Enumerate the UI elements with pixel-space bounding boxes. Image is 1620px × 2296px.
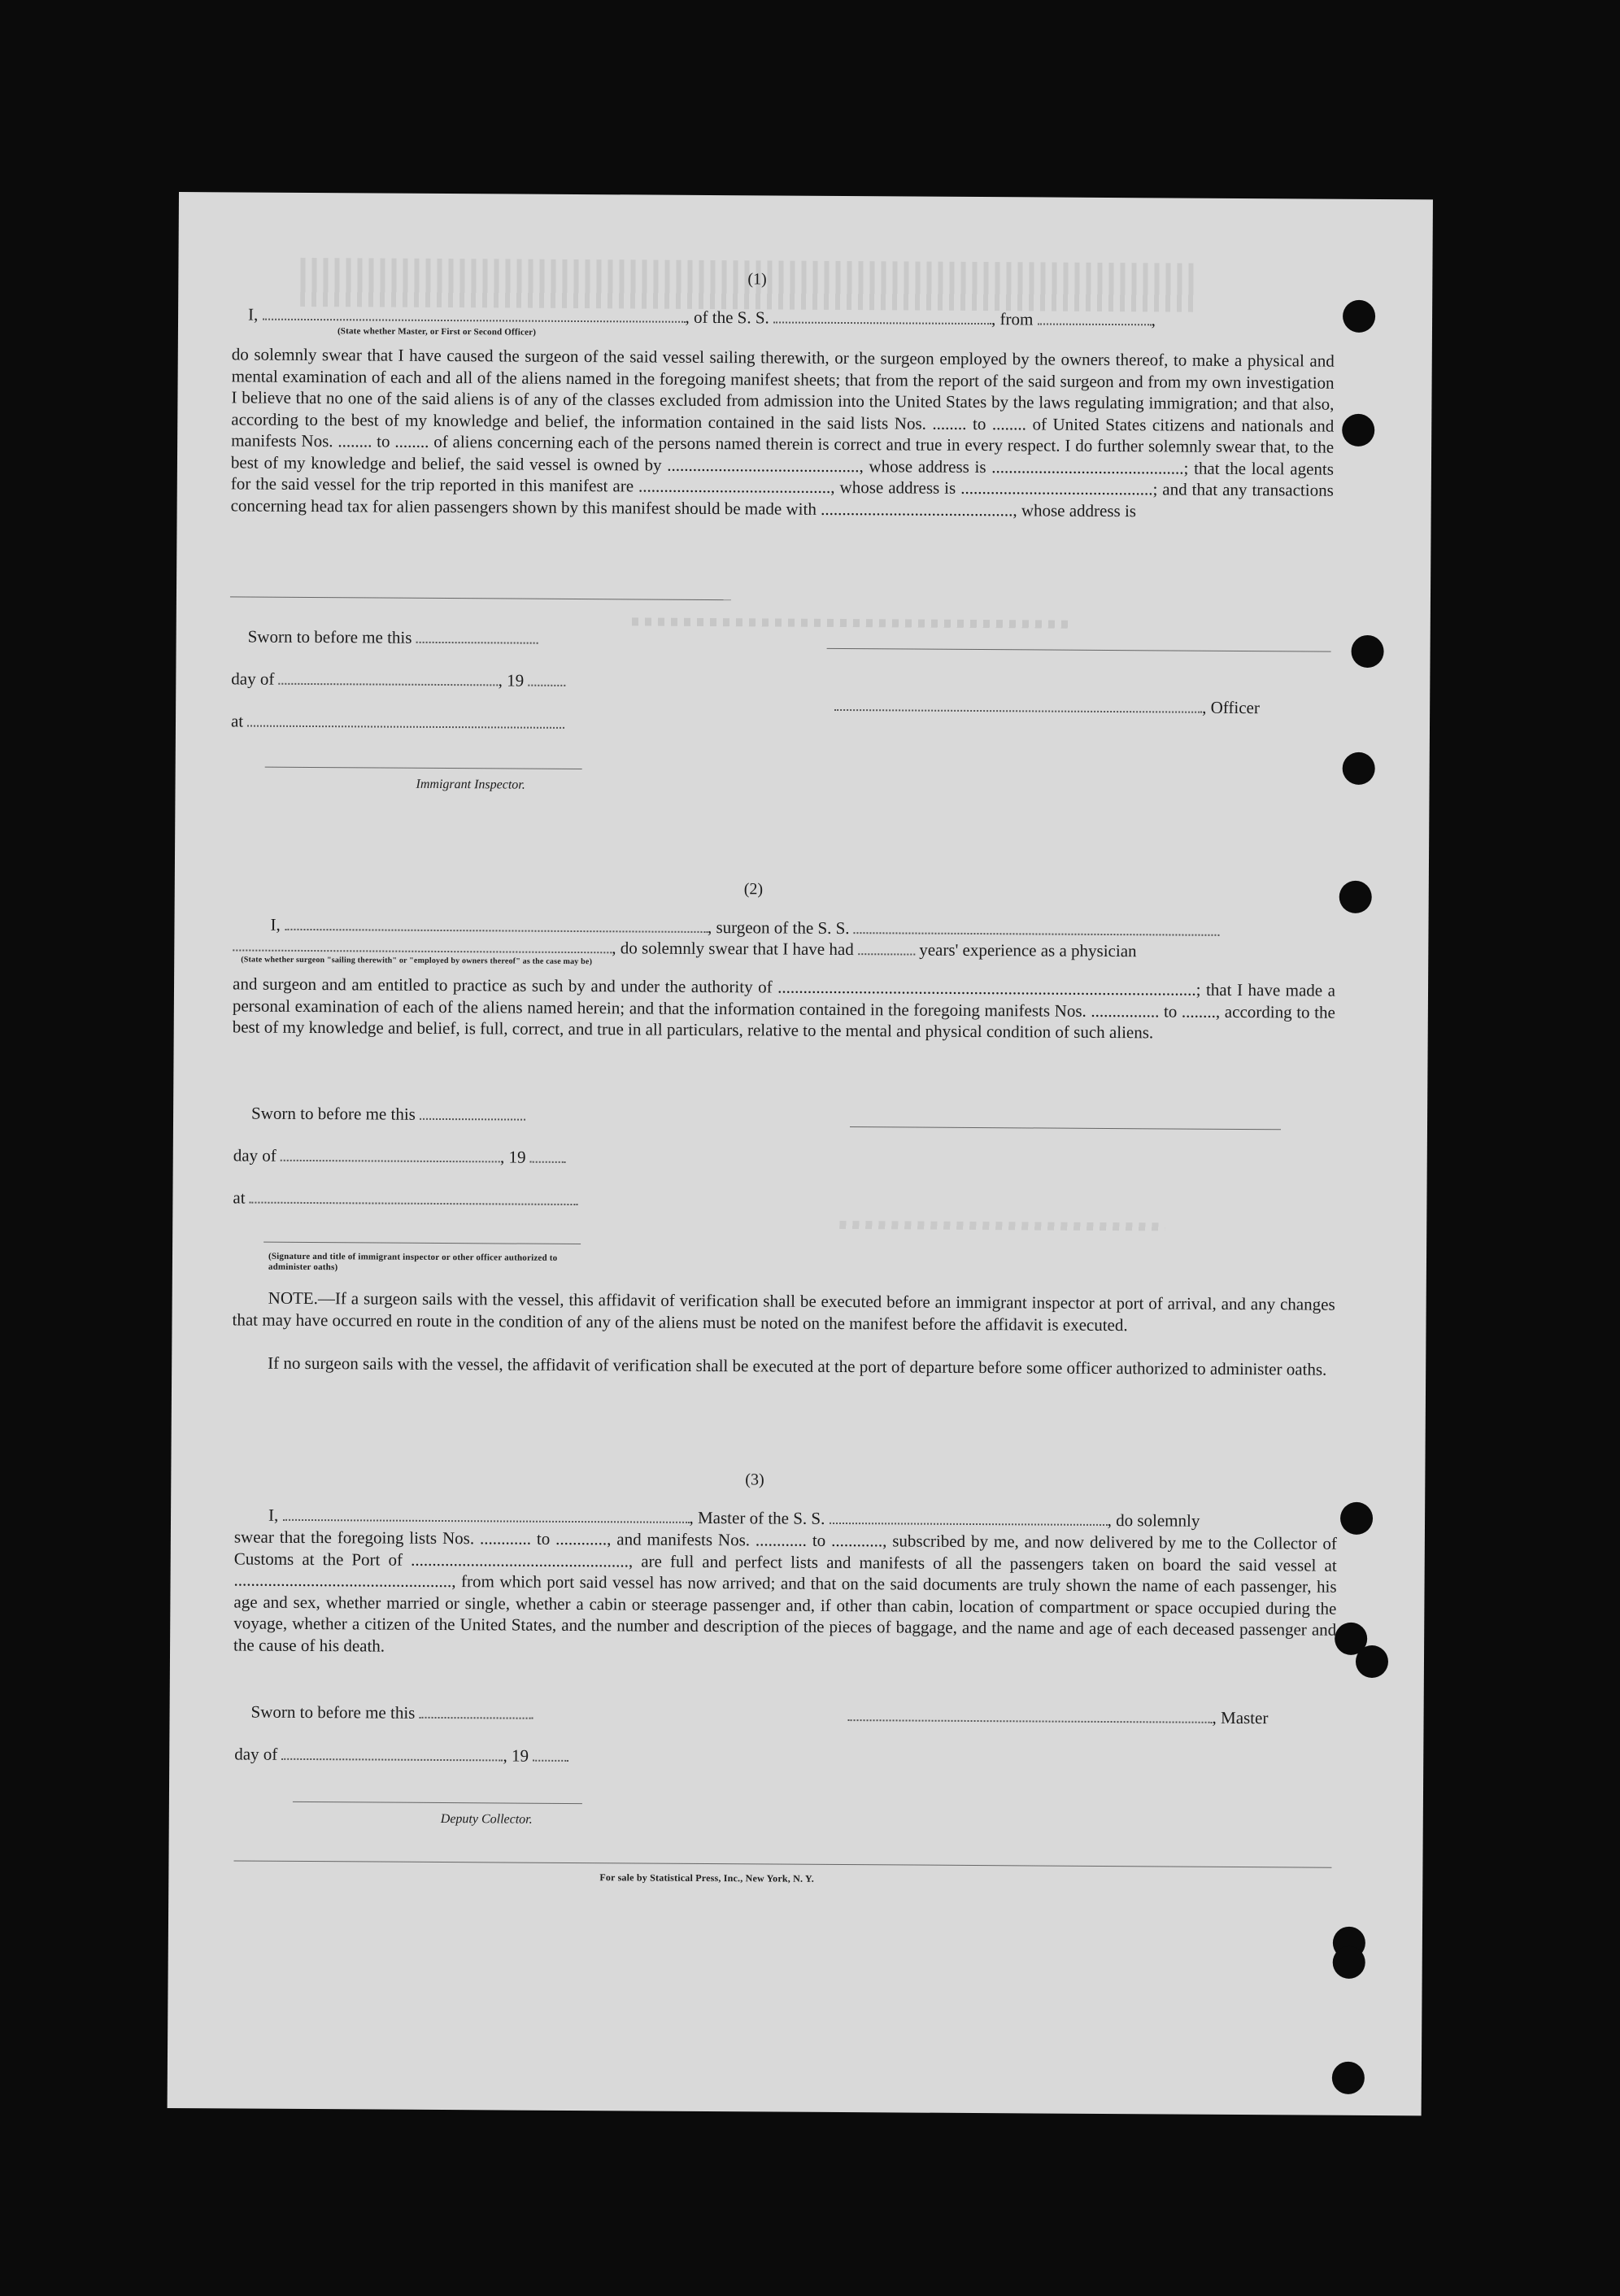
collector-signature-line — [293, 1802, 582, 1804]
document-sheet — [168, 192, 1433, 2115]
year-label: , 19 — [498, 670, 525, 691]
officer-signature-line — [827, 648, 1331, 652]
blank-vessel — [773, 320, 991, 325]
blank-vessel — [830, 1522, 1108, 1526]
oath-paragraph: and surgeon and am entitled to practice as such by and under the authority of ..................................................................................................; that I have made a personal examination of each of the aliens named herein; and that the information contained in the foregoing manifests Nos. ................ to ........, according to the best of my knowledge and belief, is full, correct, and true in all particulars, relative to the mental and physical condition of such aliens. — [232, 974, 1336, 1043]
binder-hole — [1339, 881, 1372, 913]
sworn-line — [251, 1104, 525, 1126]
section1-line1: I, , of the S. S. , from , — [248, 304, 1156, 330]
binder-hole — [1343, 300, 1375, 333]
inspector-signature-line — [263, 1242, 581, 1244]
blank-day — [282, 1758, 503, 1762]
signature-rule — [230, 595, 731, 600]
blank-surgeon — [285, 928, 708, 933]
sworn-label: Sworn to before me this — [250, 1701, 416, 1723]
inspector-signature-line — [265, 767, 582, 769]
collector-caption: Deputy Collector. — [440, 1812, 533, 1827]
binder-hole — [1351, 635, 1383, 668]
officer-line — [834, 695, 1260, 718]
blank-day — [279, 682, 499, 686]
day-of-line — [231, 669, 565, 691]
day-of-line — [234, 1744, 568, 1767]
blank-date — [420, 1118, 525, 1121]
footer-rule — [233, 1859, 1331, 1867]
day-of-line — [233, 1145, 566, 1167]
officer-label: , Officer — [1202, 697, 1260, 718]
master-label: , Master — [1212, 1707, 1269, 1728]
label-solemnly: , do solemnly — [1107, 1510, 1200, 1531]
blank-year — [528, 684, 565, 686]
label-surgeon-ss: , surgeon of the S. S. — [707, 917, 850, 939]
blank-master-name — [848, 1719, 1213, 1723]
oath-paragraph: swear that the foregoing lists Nos. ............ to ............, and manifests Nos. ............ to ............, subscribed by me, and now delivered by me to the Collector of Customs at the Port of ..................................................., are full and perfect lists and manifests of all the passengers taken on board the said vessel at ..................................................., from which port said vessel has now arrived; and that on the said documents are truly shown the name of each passenger, his age and sex, whether married or single, whether a cabin or steerage passenger and, if other than cabin, location of compartment or space occupied during the voyage, whether a citizen of the United States, and the number and description of the pieces of baggage, and the name and age of each deceased passenger and the cause of his death. — [233, 1527, 1337, 1656]
binder-hole — [1356, 1645, 1388, 1678]
label-i: I, — [270, 914, 281, 935]
blank-surgeon-type — [233, 948, 612, 953]
sworn-line — [248, 627, 538, 649]
label-from: , from — [991, 309, 1034, 329]
blank-date — [416, 641, 538, 644]
signature-caption — [268, 1252, 577, 1274]
at-label: at — [233, 1187, 246, 1208]
surgeon-signature-line — [850, 1126, 1281, 1130]
blank-place — [250, 1201, 578, 1205]
blank-date — [420, 1716, 533, 1719]
bleed-through — [839, 1221, 1165, 1231]
blank-master — [283, 1518, 690, 1523]
blank-year — [530, 1161, 566, 1163]
year-label: , 19 — [503, 1745, 529, 1766]
blank-vessel — [854, 931, 1220, 936]
label-i: I, — [268, 1505, 279, 1525]
sworn-label: Sworn to before me this — [247, 626, 412, 647]
footer-imprint: For sale by Statistical Press, Inc., New York, N. Y. — [599, 1871, 815, 1884]
section-number: (2) — [743, 880, 764, 899]
label-i: I, — [248, 304, 259, 325]
signature-caption-text: (Signature and title of immigrant inspector or other officer authorized to administer oaths) — [268, 1251, 558, 1273]
label-master-ss: , Master of the S. S. — [689, 1507, 825, 1528]
blank-port — [1038, 322, 1152, 325]
year-label: , 19 — [500, 1147, 526, 1167]
sworn-line — [251, 1702, 533, 1724]
at-label: at — [230, 711, 244, 731]
label-of-ss: , of the S. S. — [685, 307, 769, 328]
inspector-caption: Immigrant Inspector. — [416, 777, 525, 792]
blank-officer — [263, 318, 686, 323]
sworn-label: Sworn to before me this — [251, 1103, 416, 1124]
at-line — [233, 1187, 578, 1210]
section-number: (1) — [747, 270, 767, 289]
blank-years — [858, 952, 915, 955]
day-of-label: day of — [233, 1145, 277, 1165]
day-of-label: day of — [231, 669, 275, 689]
blank-place — [247, 725, 564, 729]
state-caption: (State whether Master, or First or Second Officer) — [337, 326, 537, 338]
blank-day — [281, 1159, 500, 1163]
label-years: years' experience as a physician — [919, 939, 1137, 961]
label-swear: , do solemnly swear that I have had — [612, 938, 854, 960]
binder-hole — [1340, 1502, 1373, 1535]
binder-hole — [1342, 414, 1374, 447]
day-of-label: day of — [234, 1744, 278, 1764]
at-line — [231, 711, 565, 734]
section-number: (3) — [745, 1470, 764, 1489]
state-caption: (State whether surgeon "sailing therewith" or "employed by owners thereof" as the case may be) — [241, 955, 593, 967]
oath-paragraph: do solemnly swear that I have caused the surgeon of the said vessel sailing therewith, or the surgeon employed by the owners thereof, to make a physical and mental examination of each and all of the aliens named in the foregoing manifest sheets; that from the report of the said surgeon and from my own investigation I believe that no one of the said aliens is of any of the classes excluded from admission into the United States by the laws regulating immigration; and that also, according to the best of my knowledge and belief, the information contained in the said lists Nos. ........ to ........ of United States citizens and nationals and manifests Nos. ........ to ........ of aliens concerning each of the persons named therein is correct and true in every respect. I do further solemnly swear that, to the best of my knowledge and belief, the said vessel is owned by ............................................., whose address is .............................................; that the local agents for the said vessel for the trip reported in this manifest are ............................................., whose address is .............................................; and that any transactions concerning head tax for alien passengers shown by this manifest should be made with ............................................., whose address is — [230, 344, 1335, 521]
blank-year — [533, 1759, 568, 1762]
blank-officer-name — [834, 708, 1202, 713]
master-line — [847, 1706, 1268, 1728]
binder-hole — [1332, 2062, 1365, 2094]
bleed-through — [632, 617, 1071, 628]
binder-hole — [1343, 752, 1375, 785]
note-paragraph: NOTE.—If a surgeon sails with the vessel, this affidavit of verification shall be executed before an immigrant inspector at port of arrival, and any changes that may have occurred en route in the condition of any of the aliens must be noted on the manifest before the affidavit is executed. — [232, 1287, 1335, 1335]
note-paragraph-2: If no surgeon sails with the vessel, the affidavit of verification shall be executed at the port of departure before some officer authorized to administer oaths. — [268, 1353, 1327, 1379]
binder-hole — [1333, 1946, 1365, 1979]
